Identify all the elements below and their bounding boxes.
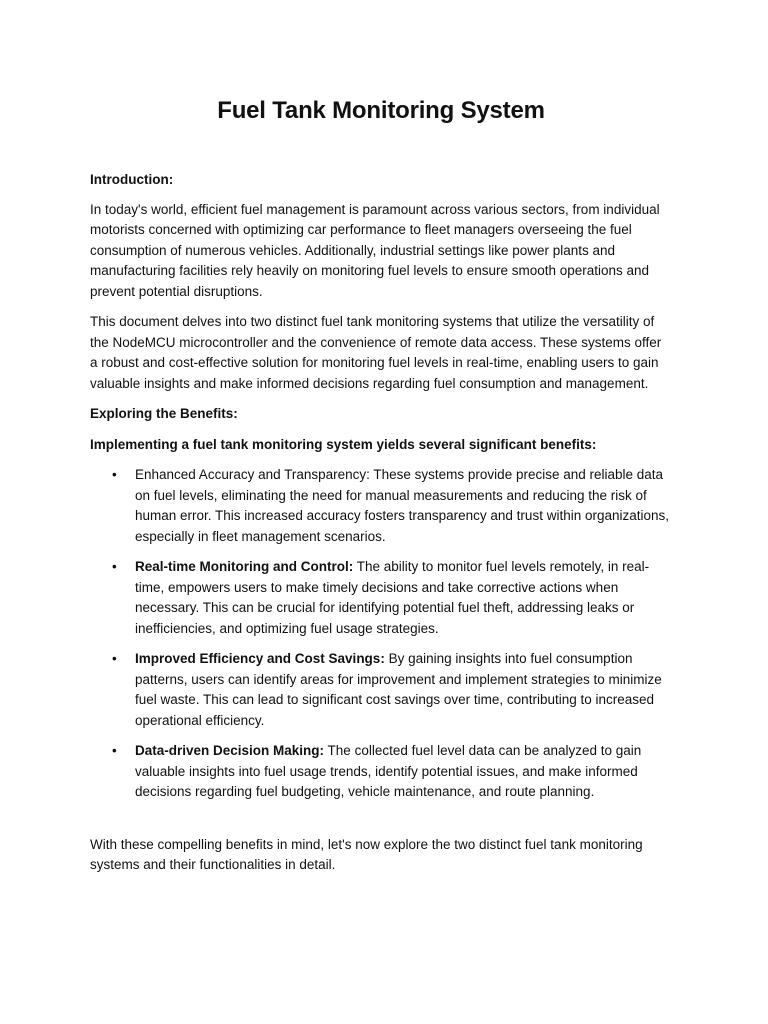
bullet-icon: • (112, 559, 117, 574)
document-title: Fuel Tank Monitoring System (217, 97, 545, 124)
intro-paragraph-1: In today's world, efficient fuel management is paramount across various sectors, from individual motorists concerned with optimizing car performance to fleet managers overseeing the fuel consumption of numerous vehicles. Additionally, industrial settings like power plants and manufacturing facilities rely heavily on monitoring fuel levels to ensure smooth operations and prevent potential disruptions. (90, 201, 660, 299)
intro-heading: Introduction: (90, 172, 174, 187)
benefit-text: By gaining insights into fuel consumption patterns, users can identify areas for improvement and implement strategies to minimize fuel waste. This can lead to significant cost savings over time, contributing to increased operational efficiency. (135, 651, 662, 728)
benefit-text: The collected fuel level data can be analyzed to gain valuable insights into fuel usage trends, identify potential issues, and make informed decisions regarding fuel budgeting, vehicle maintenance, and route planning. (135, 743, 642, 799)
benefits-list (90, 465, 672, 803)
closing-paragraph: With these compelling benefits in mind, let's now explore the two distinct fuel tank monitoring systems and their functionalities in detail. (90, 836, 643, 872)
benefit-text: Enhanced Accuracy and Transparency: These systems provide precise and reliable data on fuel levels, eliminating the need for manual measurements and reducing the risk of human error. This increased accuracy fosters transparency and trust within organizations, especially in fleet management scenarios. (135, 467, 670, 544)
benefit-label: Data-driven Decision Making: (135, 743, 325, 758)
benefit-text: The ability to monitor fuel levels remotely, in real-time, empowers users to make timely decisions and take corrective actions when necessary. This can be crucial for identifying potential fuel theft, addressing leaks or inefficiencies, and optimizing fuel usage strategies. (135, 559, 650, 636)
bullet-icon: • (112, 743, 117, 758)
list-item (90, 557, 672, 639)
bullet-icon: • (112, 467, 117, 482)
intro-paragraph-2: This document delves into two distinct fuel tank monitoring systems that utilize the versatility of the NodeMCU microcontroller and the convenience of remote data access. These systems offer a robust and cost-effective solution for monitoring fuel levels in real-time, enabling users to gain valuable insights and make informed decisions regarding fuel consumption and management. (90, 314, 662, 391)
list-item (90, 649, 672, 731)
list-item (90, 465, 672, 547)
benefits-intro: Implementing a fuel tank monitoring system yields several significant benefits: (90, 436, 597, 452)
benefit-label: Real-time Monitoring and Control: (135, 559, 354, 574)
benefits-heading: Exploring the Benefits: (90, 406, 238, 421)
benefit-label: Improved Efficiency and Cost Savings: (135, 651, 385, 666)
list-item (90, 741, 672, 803)
bullet-icon: • (112, 651, 117, 666)
